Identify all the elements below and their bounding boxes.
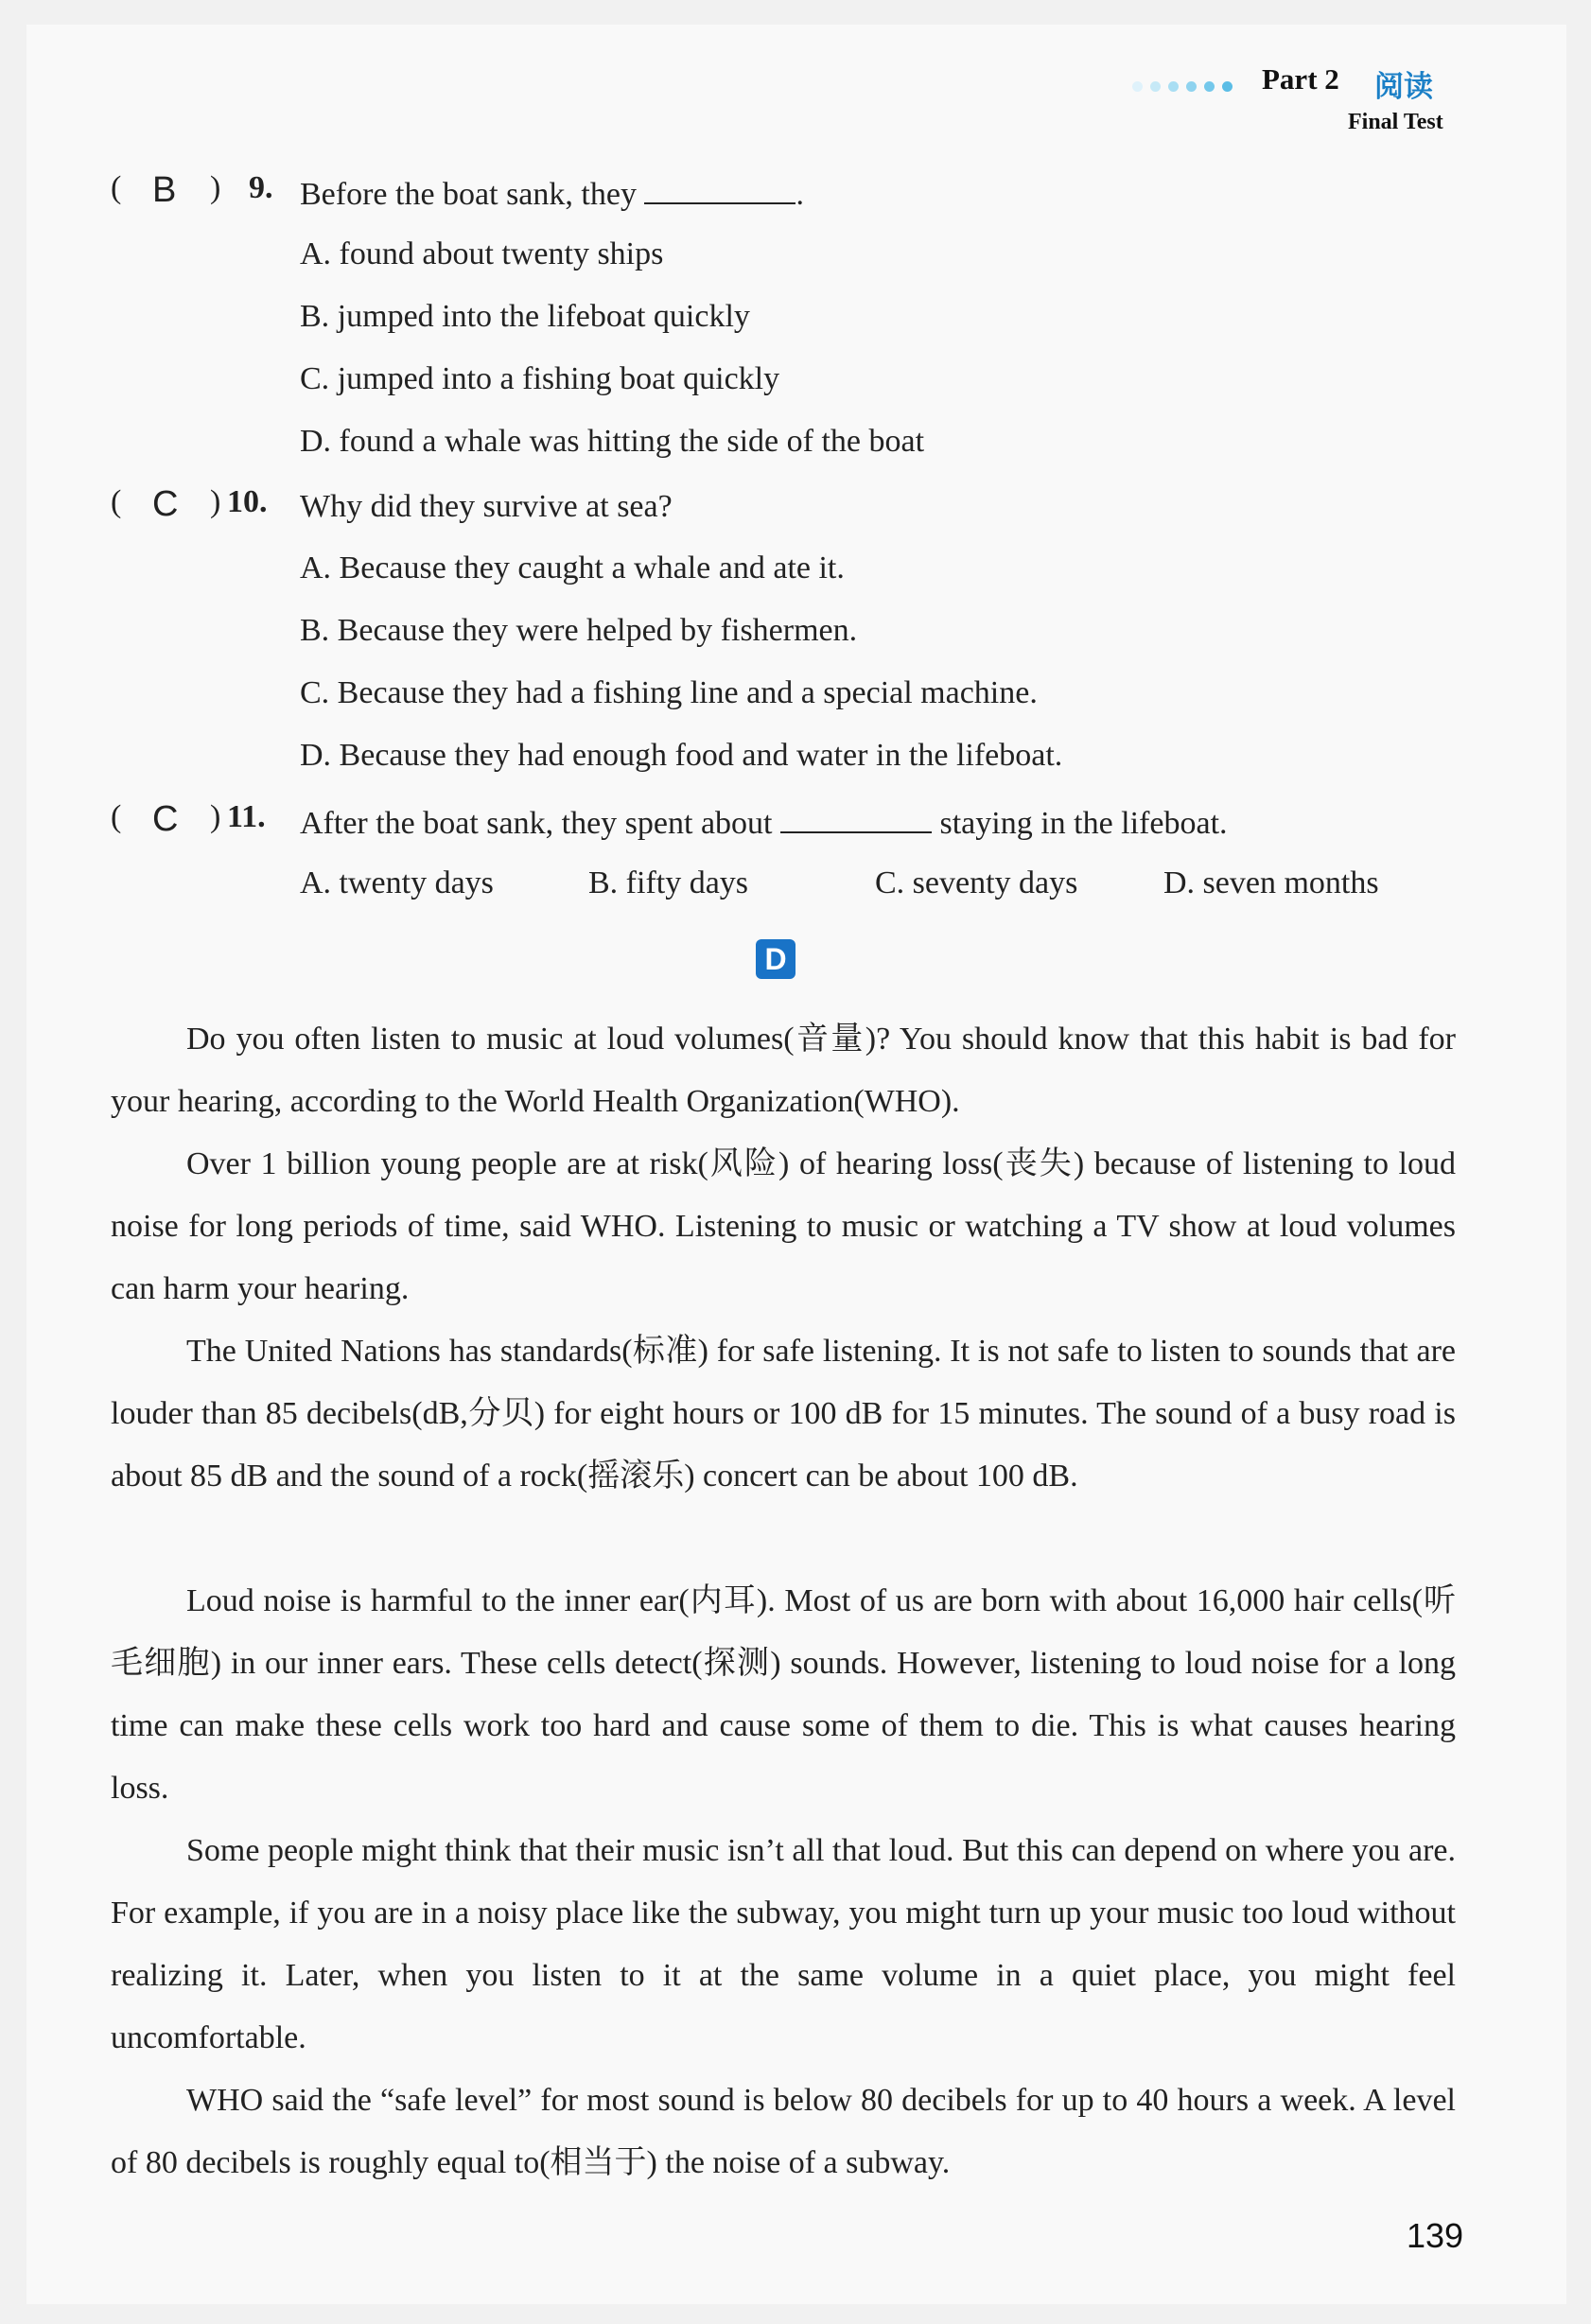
answer-paren-close: ) <box>210 170 221 205</box>
answer-paren-open: ( <box>111 170 122 205</box>
dot <box>1132 81 1143 92</box>
question-number: 10. <box>227 484 268 519</box>
stem-text: After the boat sank, they spent about <box>300 806 773 841</box>
dot <box>1168 81 1179 92</box>
option: C. seventy days <box>875 865 1078 900</box>
option: A. twenty days <box>300 865 494 900</box>
answer-blank <box>780 803 932 833</box>
passage-paragraph: Some people might think that their music isn’t all that loud. But this can depend on where you are. For example, if you are in a noisy place like the subway, you might turn up your music too loud without realizing it. Later, when you listen to it at the same volume in a quiet place, you might feel uncomfortable. <box>111 1833 1456 2055</box>
header-section: 阅读 <box>1374 70 1433 104</box>
question-number: 11. <box>227 799 266 834</box>
stem-end: staying in the lifeboat. <box>939 806 1228 841</box>
answer-paren-close: ) <box>210 799 221 834</box>
answer-10: C <box>152 484 179 524</box>
stem-end: . <box>796 177 804 212</box>
option: B. jumped into the lifeboat quickly <box>300 299 750 334</box>
answer-11: C <box>152 799 179 839</box>
header-subtitle: Final Test <box>1348 110 1443 134</box>
passage-paragraph: WHO said the “safe level” for most sound is below 80 decibels for up to 40 hours a week. A level of 80 decibels is roughly equal to(相当于) the noise of a subway. <box>111 2083 1456 2180</box>
page-number: 139 <box>1407 2216 1464 2255</box>
option: C. Because they had a fishing line and a special machine. <box>300 675 1038 710</box>
option: C. jumped into a fishing boat quickly <box>300 361 780 396</box>
passage-paragraph: Do you often listen to music at loud volumes(音量)? You should know that this habit is bad for your hearing, according to the World Health Organization(WHO). <box>111 1022 1456 1119</box>
question-stem: Why did they survive at sea? <box>300 489 673 524</box>
passage-paragraph: Over 1 billion young people are at risk(风险) of hearing loss(丧失) because of listening to loud noise for long periods of time, said WHO. Listening to music or watching a TV show at loud volumes can harm your hearing. <box>111 1146 1456 1306</box>
option: A. Because they caught a whale and ate it. <box>300 550 845 585</box>
question-number: 9. <box>249 170 273 205</box>
answer-paren-close: ) <box>210 484 221 519</box>
option: A. found about twenty ships <box>300 236 664 271</box>
answer-blank <box>644 174 796 204</box>
dot <box>1222 81 1233 92</box>
dot <box>1204 81 1215 92</box>
question-stem <box>300 803 1228 843</box>
dot <box>1150 81 1161 92</box>
option: B. Because they were helped by fishermen. <box>300 613 858 648</box>
passage-paragraph: The United Nations has standards(标准) for safe listening. It is not safe to listen to sounds that are louder than 85 decibels(dB,分贝) for eight hours or 100 dB for 15 minutes. The sound of a busy road is about 85 dB and the sound of a rock(摇滚乐) concert can be about 100 dB. <box>111 1334 1456 1494</box>
option: D. seven months <box>1163 865 1379 900</box>
passage-paragraph: Loud noise is harmful to the inner ear(内耳). Most of us are born with about 16,000 hair cells(听毛细胞) in our inner ears. These cells detect(探测) sounds. However, listening to loud noise for a long time can make these cells work too hard and cause some of them to die. This is what causes hearing loss. <box>111 1583 1456 1806</box>
answer-paren-open: ( <box>111 484 122 519</box>
option: B. fifty days <box>588 865 749 900</box>
option: D. found a whale was hitting the side of the boat <box>300 424 925 459</box>
passage-label: D <box>756 939 796 979</box>
option: D. Because they had enough food and water in the lifeboat. <box>300 738 1063 773</box>
header-part: Part 2 <box>1262 62 1339 96</box>
answer-9: B <box>152 170 177 210</box>
dot <box>1186 81 1197 92</box>
answer-paren-open: ( <box>111 799 122 834</box>
question-stem <box>300 174 804 214</box>
stem-text: Before the boat sank, they <box>300 177 637 212</box>
header-dots <box>1132 79 1240 95</box>
